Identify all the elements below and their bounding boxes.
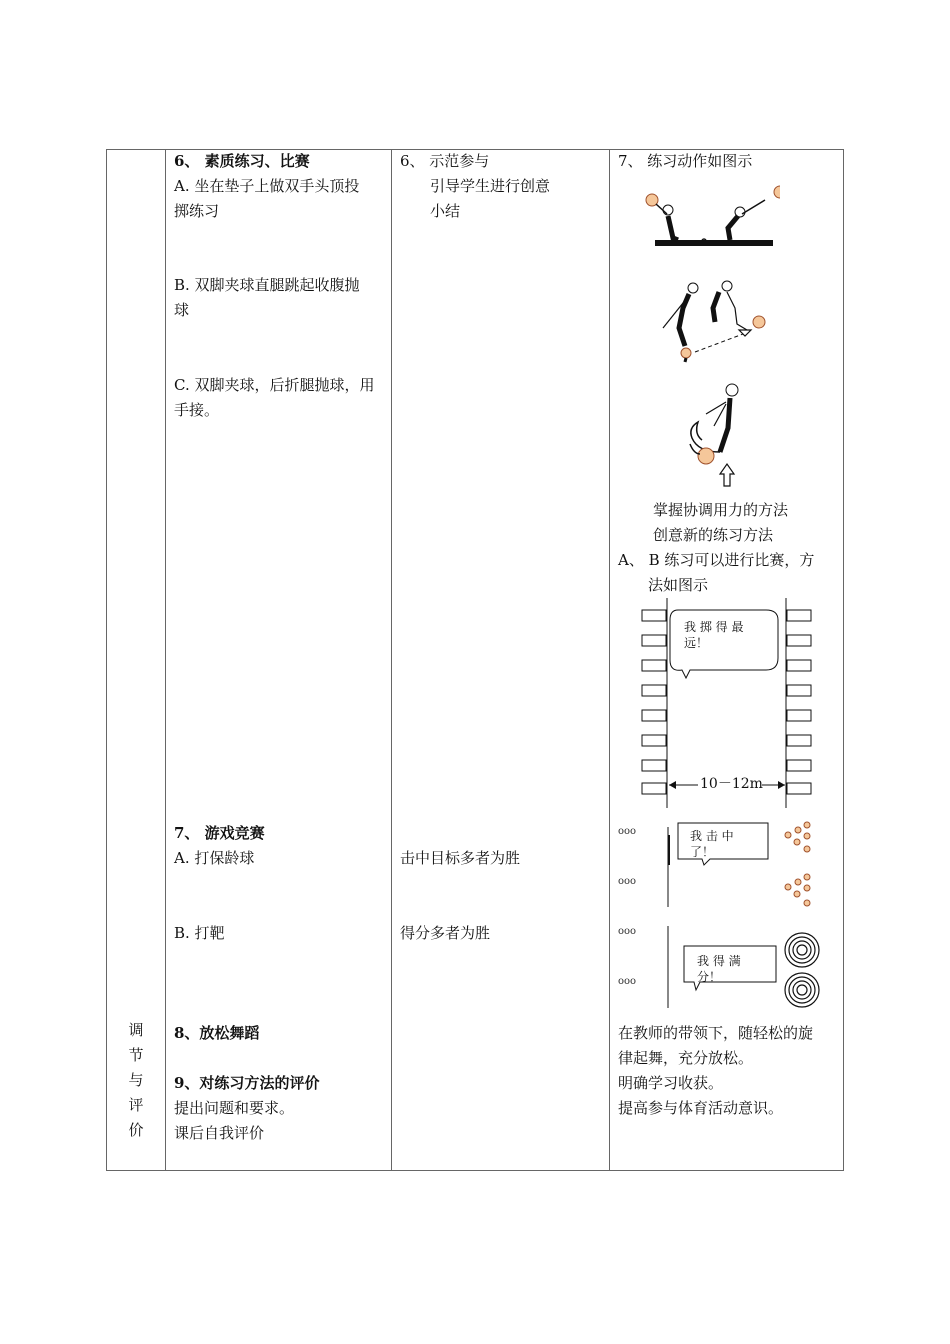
bowling-pins-top bbox=[785, 822, 810, 852]
team-mark: ooo bbox=[618, 976, 637, 987]
exercise-c-line1: C. 双脚夹球，后折腿抛球，用 bbox=[174, 376, 375, 394]
teacher-summary: 小结 bbox=[430, 202, 461, 220]
bubble1-line2: 远！ bbox=[684, 636, 709, 650]
section-9-line1: 提出问题和要求。 bbox=[174, 1099, 295, 1117]
col4-method-2: 创意新的练习方法 bbox=[653, 526, 774, 544]
jump-throw-illustration bbox=[655, 278, 775, 364]
exercise-b-line2: 球 bbox=[174, 301, 190, 319]
bubble2-line2: 了！ bbox=[690, 845, 715, 859]
section-9-title: 9、对练习方法的评价 bbox=[174, 1074, 320, 1092]
left-column-label bbox=[126, 1018, 146, 1143]
label-char: 调 bbox=[128, 1021, 144, 1039]
section-9-line2: 课后自我评价 bbox=[174, 1124, 265, 1142]
col4-method-1: 掌握协调用力的方法 bbox=[653, 501, 789, 519]
team-mark: ooo bbox=[618, 826, 637, 837]
bubble3-line2: 分！ bbox=[697, 970, 722, 984]
relax-line-2: 律起舞，充分放松。 bbox=[618, 1049, 754, 1067]
bubble2-line1: 我 击 中 bbox=[690, 829, 734, 843]
relax-line-4: 提高参与体育活动意识。 bbox=[618, 1099, 784, 1117]
target-icon bbox=[785, 933, 819, 967]
label-char: 节 bbox=[128, 1046, 144, 1064]
target-icon bbox=[785, 973, 819, 1007]
bubble3-line1: 我 得 满 bbox=[697, 954, 741, 968]
label-char: 价 bbox=[128, 1121, 144, 1139]
left-lane-ladder bbox=[642, 610, 666, 794]
relax-line-1: 在教师的带领下，随轻松的旋 bbox=[618, 1024, 814, 1042]
game-bowling: A. 打保龄球 bbox=[174, 849, 255, 867]
col4-method-4: 法如图示 bbox=[648, 576, 709, 594]
distance-label: 10－12m bbox=[700, 776, 763, 792]
label-char: 评 bbox=[128, 1096, 144, 1114]
section-8-title: 8、放松舞蹈 bbox=[174, 1024, 260, 1042]
back-kick-throw-illustration bbox=[680, 378, 750, 488]
exercise-a-line1: A. 坐在垫子上做双手头顶投 bbox=[174, 177, 360, 195]
target-diagram bbox=[660, 922, 825, 1010]
label-char: 与 bbox=[128, 1071, 144, 1089]
seated-throw-illustration bbox=[630, 178, 780, 250]
relax-line-3: 明确学习收获。 bbox=[618, 1074, 724, 1092]
table-right-border bbox=[843, 149, 844, 1171]
section-7-title: 7、 游戏竞赛 bbox=[174, 824, 265, 842]
section-6-title: 6、 素质练习、比赛 bbox=[174, 152, 310, 170]
col4-method-3: A、 B 练习可以进行比赛，方 bbox=[618, 551, 815, 569]
bowling-diagram bbox=[660, 815, 820, 910]
col-divider-2 bbox=[391, 149, 392, 1171]
table-left-border bbox=[106, 149, 107, 1171]
exercise-c-line2: 手接。 bbox=[174, 401, 220, 419]
game-target: B. 打靶 bbox=[174, 924, 225, 942]
target-rule: 得分多者为胜 bbox=[400, 924, 491, 942]
teacher-demo: 6、 示范参与 bbox=[400, 152, 490, 170]
table-bottom-border bbox=[106, 1170, 844, 1171]
col-divider-3 bbox=[609, 149, 610, 1171]
exercise-a-line2: 掷练习 bbox=[174, 202, 220, 220]
team-mark: ooo bbox=[618, 876, 637, 887]
col4-title: 7、 练习动作如图示 bbox=[618, 152, 753, 170]
team-mark: ooo bbox=[618, 926, 637, 937]
bowling-rule: 击中目标多者为胜 bbox=[400, 849, 521, 867]
bowling-pins-bottom bbox=[785, 874, 810, 906]
col-divider-1 bbox=[165, 149, 166, 1171]
teacher-guide: 引导学生进行创意 bbox=[430, 177, 551, 195]
bubble1-line1: 我 掷 得 最 bbox=[684, 620, 744, 634]
right-lane-ladder bbox=[787, 610, 811, 794]
exercise-b-line1: B. 双脚夹球直腿跳起收腹抛 bbox=[174, 276, 360, 294]
